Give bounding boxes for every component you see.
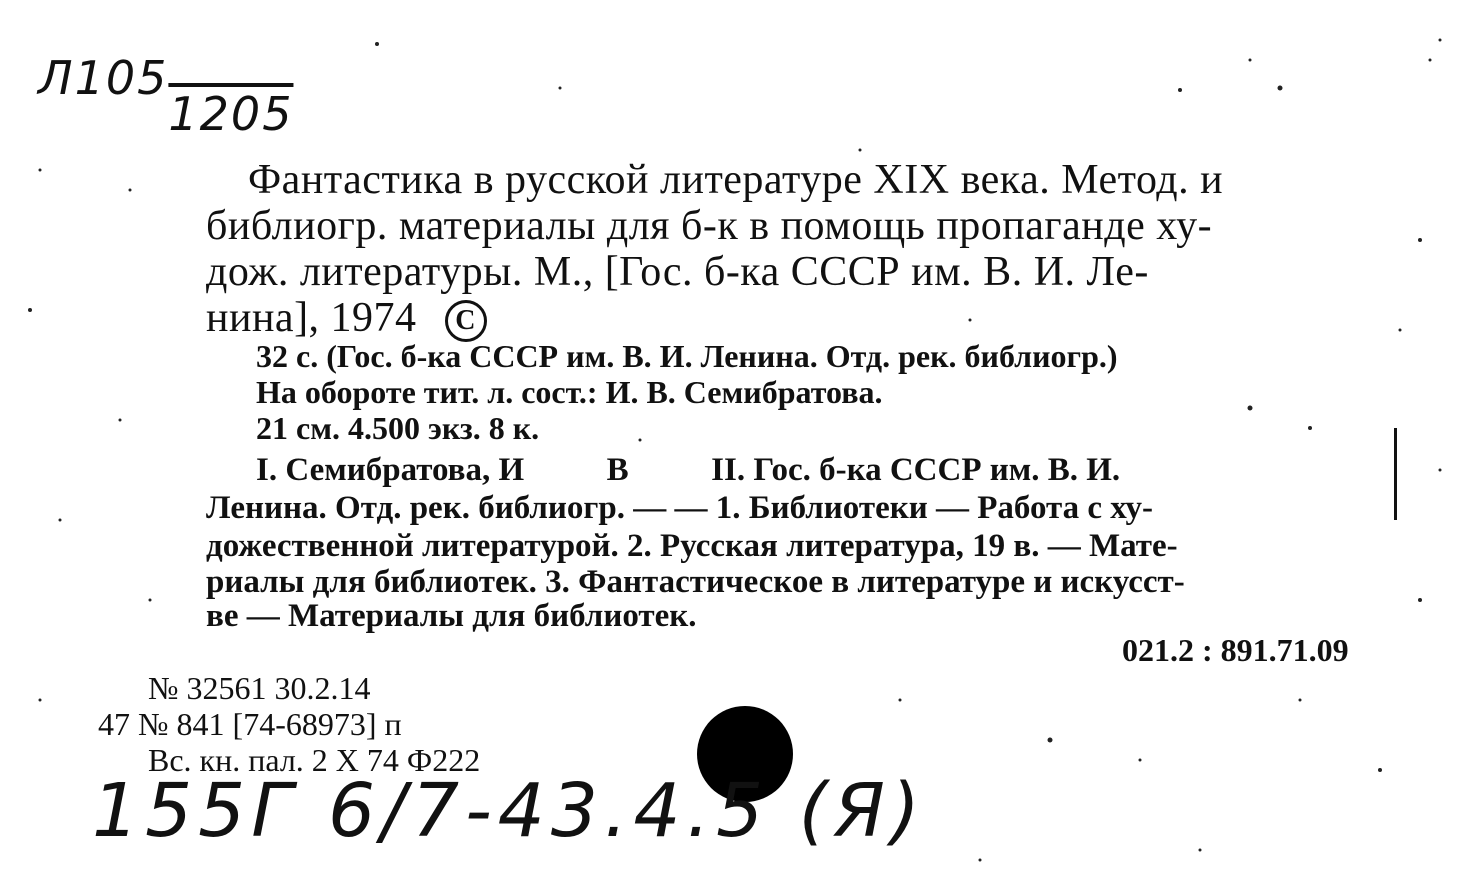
imprint-year: нина], 1974 [206,295,417,341]
shelfmark-handwritten [38,40,294,141]
copyright-icon: C [445,300,487,342]
footer-line-2: 47 № 841 [74-68973] п [98,706,402,742]
collation-line-1: 32 с. (Гос. б-ка СССР им. В. И. Ленина. Отд. рек. библиогр.) [256,338,1118,374]
collation-line-3: 21 см. 4.500 экз. 8 к. [256,410,540,446]
margin-bracket [1380,428,1397,520]
tracings-line-5: ве — Материалы для библиотек. [206,598,697,634]
shelfmark-numerator: Л105 [38,51,169,105]
shelfmark-denominator: 1205 [168,87,294,141]
title-line-2: библиогр. материалы для б-к в помощь пропаганде ху- [206,203,1213,249]
title-line-4 [206,294,487,342]
tracings-line-4: риалы для библиотек. 3. Фантастическое в литературе и искусст- [206,564,1185,600]
handwritten-inventory-note: 155Г 6/7-43.4.5 (Я) [92,768,926,854]
classification-number: 021.2 : 891.71.09 [1122,632,1349,668]
title-line-3: дож. литературы. М., [Гос. б-ка СССР им. В. И. Ле- [206,249,1149,295]
collation-line-2: На обороте тит. л. сост.: И. В. Семибратова. [256,374,883,410]
tracings-line-1: I. Семибратова, И В II. Гос. б-ка СССР им. В. И. [256,452,1121,488]
footer-line-3: Вс. кн. пал. 2 X 74 Ф222 [148,742,481,778]
title-line-1: Фантастика в русской литературе XIX века. Метод. и [248,157,1224,203]
footer-line-1: № 32561 30.2.14 [148,670,371,706]
tracings-line-3: дожественной литературой. 2. Русская литература, 19 в. — Мате- [206,528,1178,564]
tracings-line-2: Ленина. Отд. рек. библиогр. — — 1. Библиотеки — Работа с ху- [206,490,1154,526]
